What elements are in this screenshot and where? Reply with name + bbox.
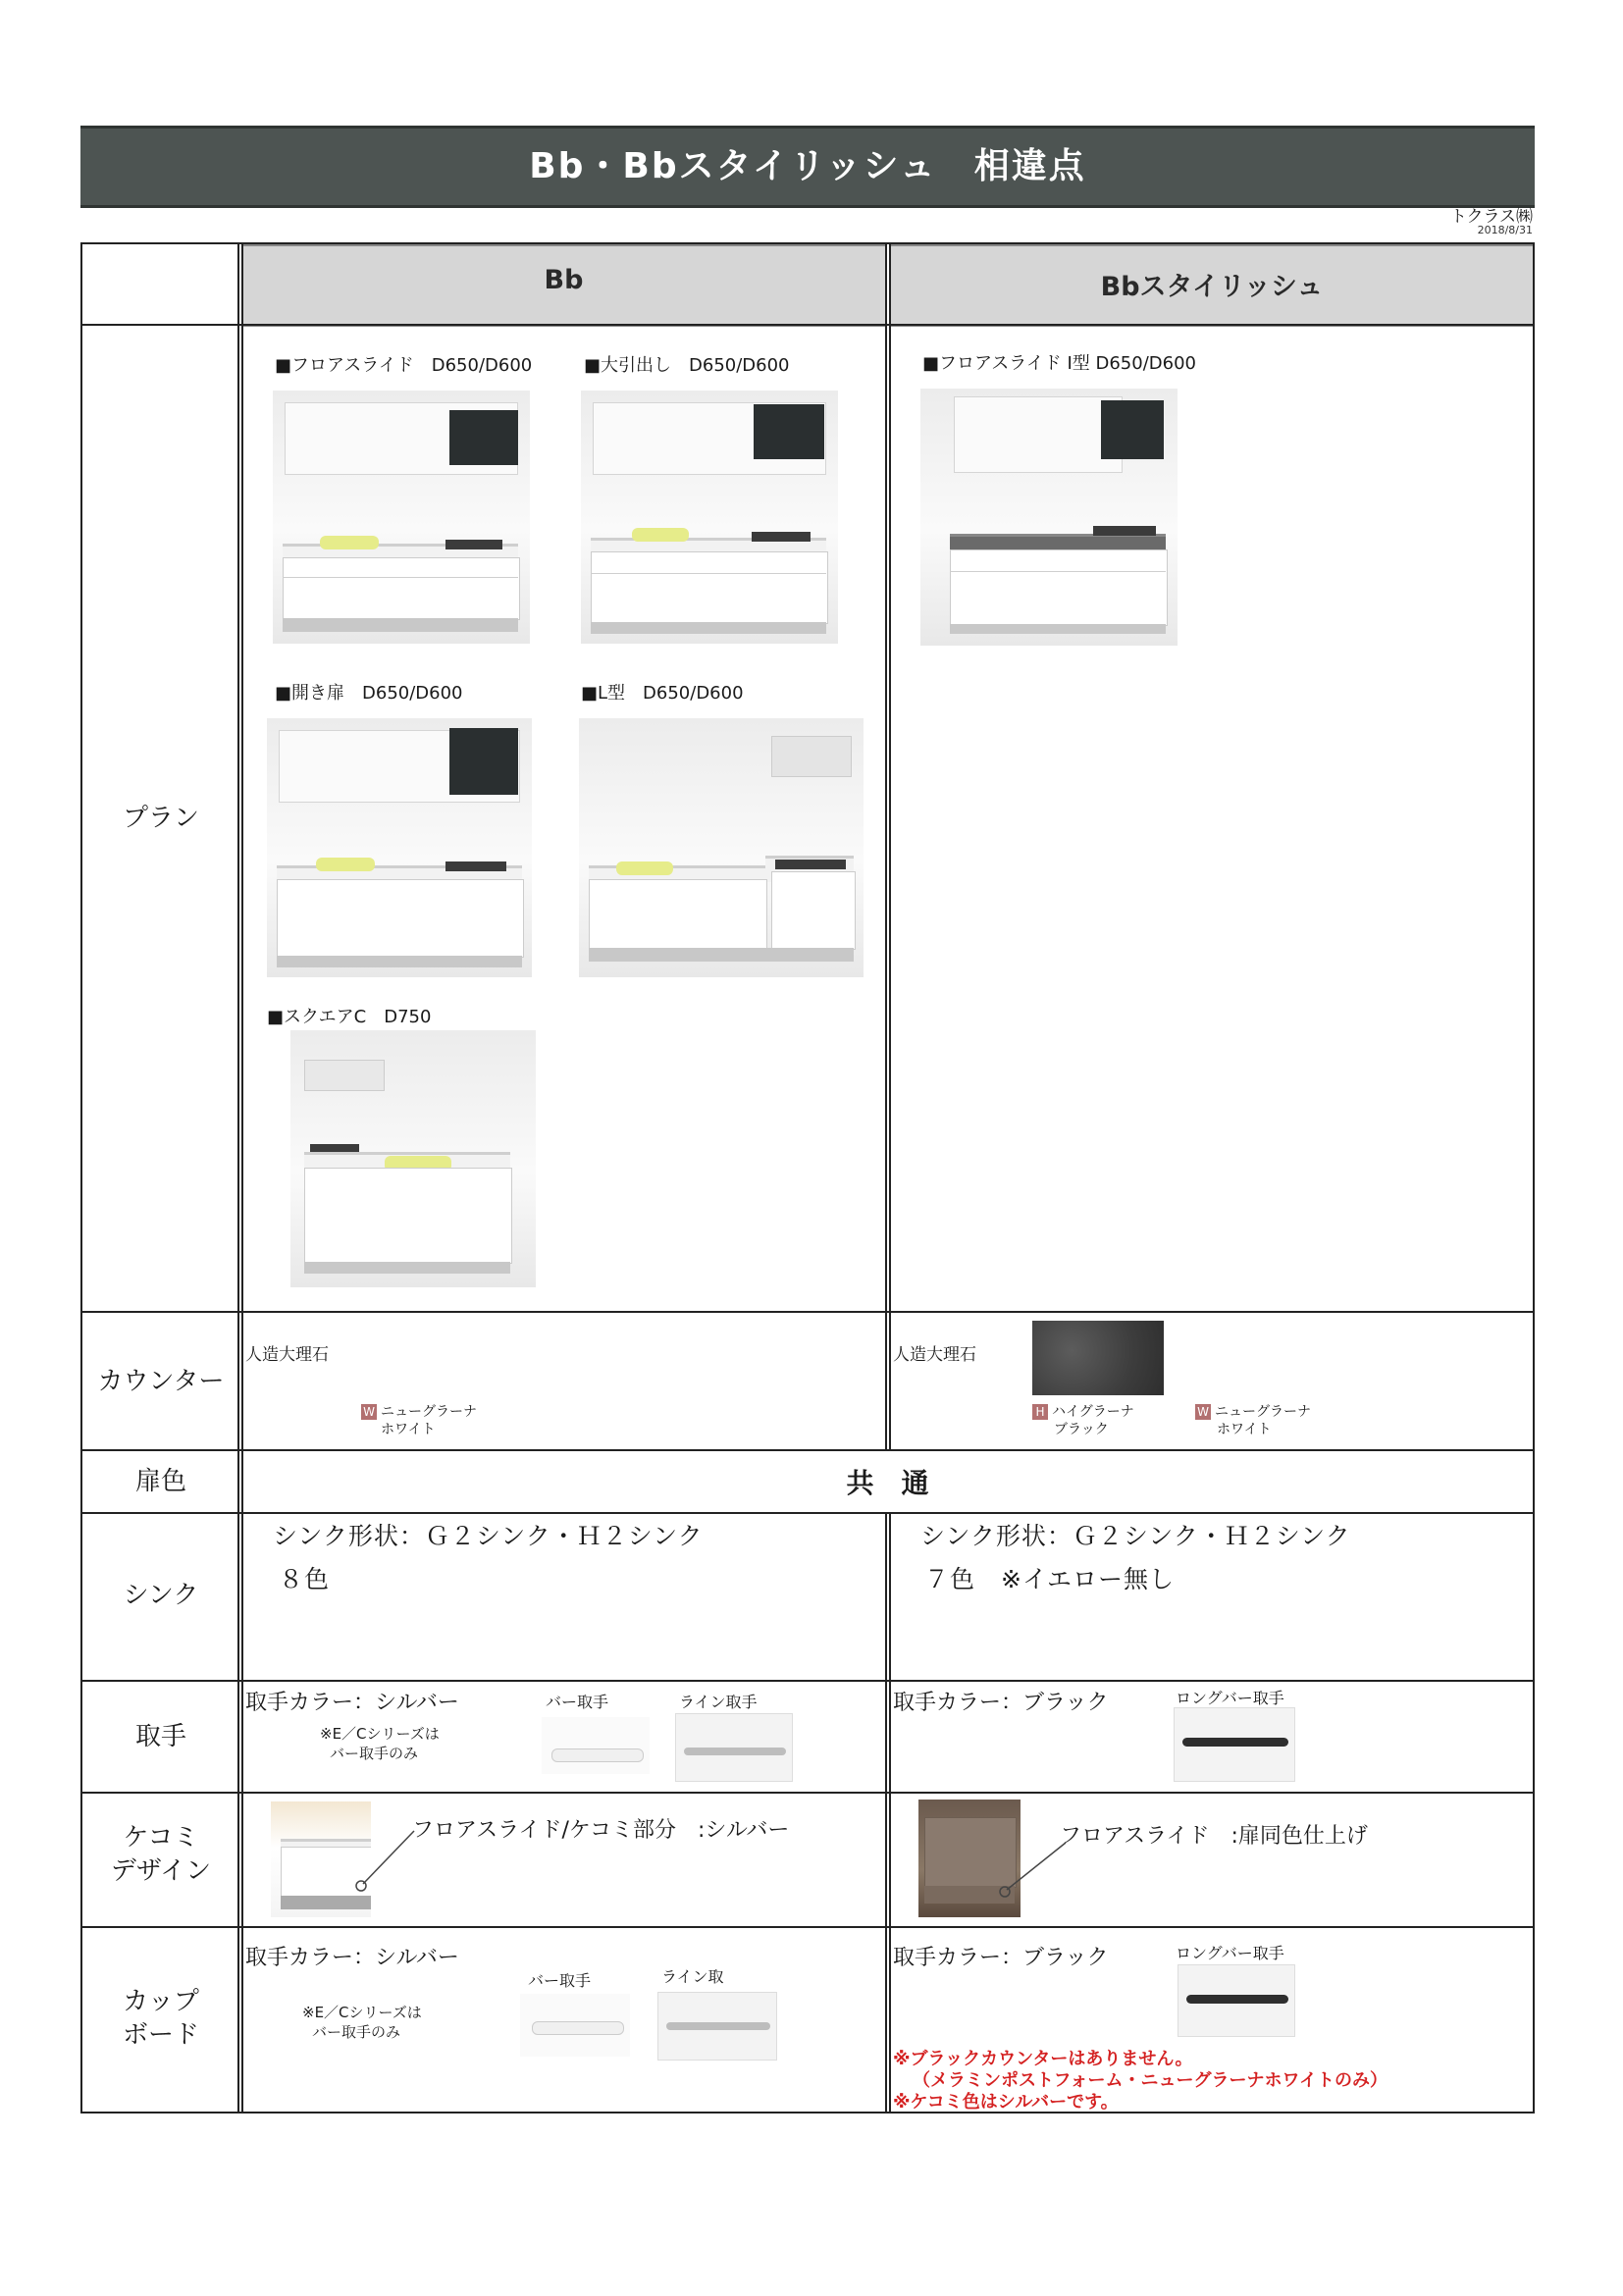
line-handle-image <box>675 1713 793 1782</box>
cupboard-handle-color-bb: 取手カラー：シルバー <box>245 1946 459 1970</box>
counter-swatch-stylish-black-sub: ブラック <box>1054 1422 1109 1437</box>
document-date: 2018/8/31 <box>1477 224 1533 236</box>
swatch-name: ニューグラーナ <box>381 1404 477 1420</box>
swatch-high-granite-black <box>1032 1321 1164 1395</box>
row-label-kecomi-line1: ケコミ <box>123 1823 199 1852</box>
swatch-name: ハイグラーナ <box>1052 1404 1134 1420</box>
row-label-door-color: 扉色 <box>134 1467 186 1496</box>
sink-shape-bb: シンク形状：Ｇ２シンク・Ｈ２シンク <box>273 1522 704 1550</box>
kitchen-image-hinged-door <box>267 718 532 977</box>
cupboard-line-handle-image <box>657 1992 777 2061</box>
sink-colors-stylish: ７色 ※イエロー無し <box>924 1565 1175 1593</box>
cupboard-handle-color-stylish: 取手カラー：ブラック <box>893 1946 1109 1970</box>
page-title: Bb・Bbスタイリッシュ 相違点 <box>529 146 1086 186</box>
long-bar-handle-image <box>1174 1707 1295 1782</box>
handle-note-bb-1: ※E／Cシリーズは <box>320 1725 440 1743</box>
row-label-kecomi-line2: デザイン <box>110 1856 212 1886</box>
plan-label-stylish-floor-slide: ■フロアスライド I型 D650/D600 <box>922 353 1196 374</box>
plan-label-square-c: ■スクエアC D750 <box>267 1007 432 1027</box>
handle-color-stylish: 取手カラー：ブラック <box>893 1691 1109 1715</box>
cupboard-note-no-black-counter: ※ブラックカウンターはありません。 <box>893 2049 1193 2069</box>
counter-swatch-bb-white-sub: ホワイト <box>381 1422 436 1437</box>
cupboard-note-bb-2: バー取手のみ <box>312 2023 401 2041</box>
counter-material-stylish: 人造大理石 <box>893 1345 976 1365</box>
plan-label-floor-slide: ■フロアスライド D650/D600 <box>275 355 533 376</box>
cupboard-long-bar-handle-image <box>1178 1964 1295 2037</box>
cupboard-note-kecomi-silver: ※ケコミ色はシルバーです。 <box>893 2092 1119 2113</box>
kitchen-image-l-type <box>579 718 864 977</box>
kitchen-image-large-drawer <box>581 391 838 644</box>
row-label-cupboard-line2: ボード <box>122 2020 199 2050</box>
row-label-plan: プラン <box>122 804 199 833</box>
swatch-badge: W <box>361 1404 377 1420</box>
handle-type-line: ライン取手 <box>679 1693 758 1711</box>
counter-swatch-bb-white <box>361 1401 477 1421</box>
row-label-sink: シンク <box>123 1581 199 1610</box>
row-label-kecomi <box>82 1792 239 1923</box>
cupboard-handle-type-line: ライン取 <box>661 1967 724 1986</box>
company-name: トクラス㈱ <box>1449 207 1533 227</box>
plan-label-l-type: ■L型 D650/D600 <box>581 683 744 704</box>
column-header-bb: Bb <box>544 265 584 295</box>
plan-label-large-drawer: ■大引出し D650/D600 <box>584 355 790 376</box>
row-label-cupboard <box>82 1926 239 2112</box>
bar-handle-image <box>542 1717 650 1774</box>
cupboard-note-melamine: （メラミンポストフォーム・ニューグラーナホワイトのみ） <box>913 2070 1388 2091</box>
counter-swatch-stylish-white-sub: ホワイト <box>1217 1422 1272 1437</box>
cupboard-note-bb-1: ※E／Cシリーズは <box>302 2004 422 2021</box>
counter-swatch-stylish-black <box>1032 1401 1134 1421</box>
kitchen-image-floor-slide <box>273 391 530 644</box>
kitchen-image-stylish-floor-slide <box>920 389 1178 646</box>
swatch-name: ニューグラーナ <box>1215 1404 1311 1420</box>
handle-type-long-bar: ロングバー取手 <box>1176 1689 1284 1707</box>
column-header-stylish: Bbスタイリッシュ <box>1100 272 1324 302</box>
row-label-cupboard-line1: カップ <box>123 1987 199 2016</box>
counter-material-bb: 人造大理石 <box>245 1345 329 1365</box>
row-label-handle: 取手 <box>134 1722 186 1751</box>
sink-shape-stylish: シンク形状：Ｇ２シンク・Ｈ２シンク <box>920 1522 1351 1550</box>
cupboard-bar-handle-image <box>520 1994 630 2057</box>
row-label-counter: カウンター <box>97 1367 225 1396</box>
sink-colors-bb: ８色 <box>279 1565 331 1593</box>
cupboard-handle-type-long-bar: ロングバー取手 <box>1176 1944 1284 1962</box>
kecomi-text-stylish: フロアスライド :扉同色仕上げ <box>1060 1824 1368 1849</box>
handle-color-bb: 取手カラー：シルバー <box>245 1691 459 1715</box>
handle-note-bb-2: バー取手のみ <box>330 1745 419 1762</box>
handle-type-bar: バー取手 <box>546 1693 609 1711</box>
swatch-badge: W <box>1195 1404 1211 1420</box>
door-color-common: 共 通 <box>846 1467 929 1499</box>
counter-swatch-stylish-white <box>1195 1401 1311 1421</box>
swatch-badge: H <box>1032 1404 1048 1420</box>
kitchen-image-square-c <box>290 1030 536 1287</box>
kecomi-text-bb: フロアスライド/ケコミ部分 :シルバー <box>412 1818 790 1843</box>
plan-label-hinged-door: ■開き扉 D650/D600 <box>275 683 463 704</box>
cupboard-handle-type-bar: バー取手 <box>528 1971 592 1990</box>
